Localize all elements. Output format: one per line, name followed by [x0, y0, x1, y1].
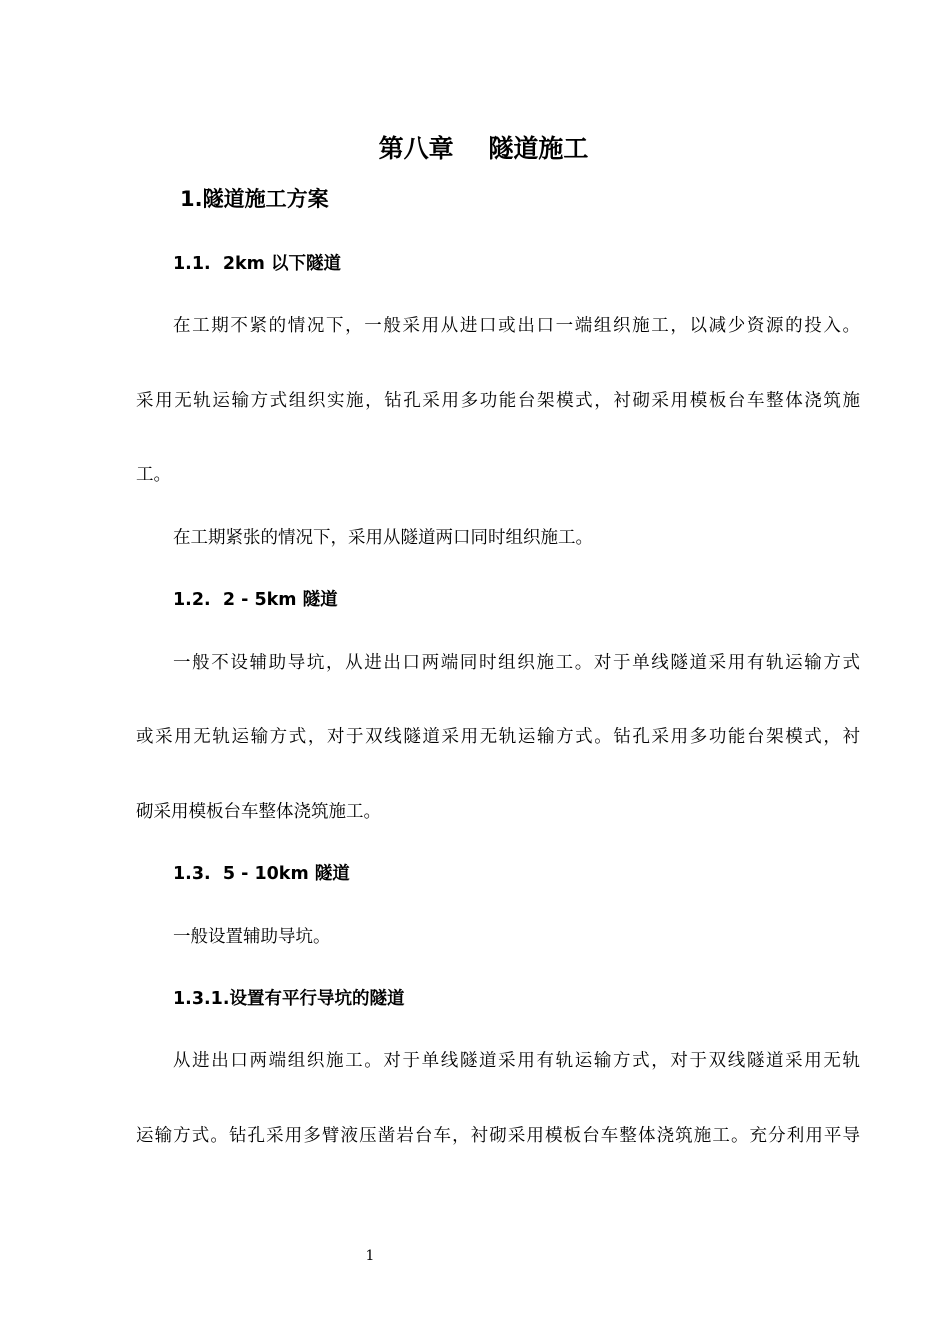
chapter-title: 第八章 隧道施工 [378, 134, 589, 163]
subsection-heading: 1.3. 5 - 10km 隧道 [173, 864, 350, 884]
paragraph-line: 砌采用模板台车整体浇筑施工。 [136, 802, 381, 822]
paragraph-line: 一般设置辅助导坑。 [173, 927, 331, 947]
subsection-heading: 1.2. 2 - 5km 隧道 [173, 590, 338, 610]
paragraph-line: 一般不设辅助导坑，从进出口两端同时组织施工。对于单线隧道采用有轨运输方式 [173, 653, 860, 673]
page-number: 1 [365, 1248, 375, 1264]
subsection-heading: 1.3.1.设置有平行导坑的隧道 [173, 989, 405, 1009]
paragraph-line: 从进出口两端组织施工。对于单线隧道采用有轨运输方式，对于双线隧道采用无轨 [173, 1051, 860, 1071]
paragraph-line: 在工期不紧的情况下，一般采用从进口或出口一端组织施工，以减少资源的投入。 [173, 316, 860, 336]
paragraph-line: 在工期紧张的情况下，采用从隧道两口同时组织施工。 [173, 528, 593, 548]
paragraph-line: 或采用无轨运输方式，对于双线隧道采用无轨运输方式。钻孔采用多功能台架模式，衬 [136, 727, 860, 747]
paragraph-line: 运输方式。钻孔采用多臂液压凿岩台车，衬砌采用模板台车整体浇筑施工。充分利用平导 [136, 1126, 860, 1146]
paragraph-line: 工。 [136, 465, 171, 485]
section-heading: 1.隧道施工方案 [180, 187, 329, 211]
subsection-heading: 1.1. 2km 以下隧道 [173, 254, 341, 274]
paragraph-line: 采用无轨运输方式组织实施，钻孔采用多功能台架模式，衬砌采用模板台车整体浇筑施 [136, 391, 860, 411]
